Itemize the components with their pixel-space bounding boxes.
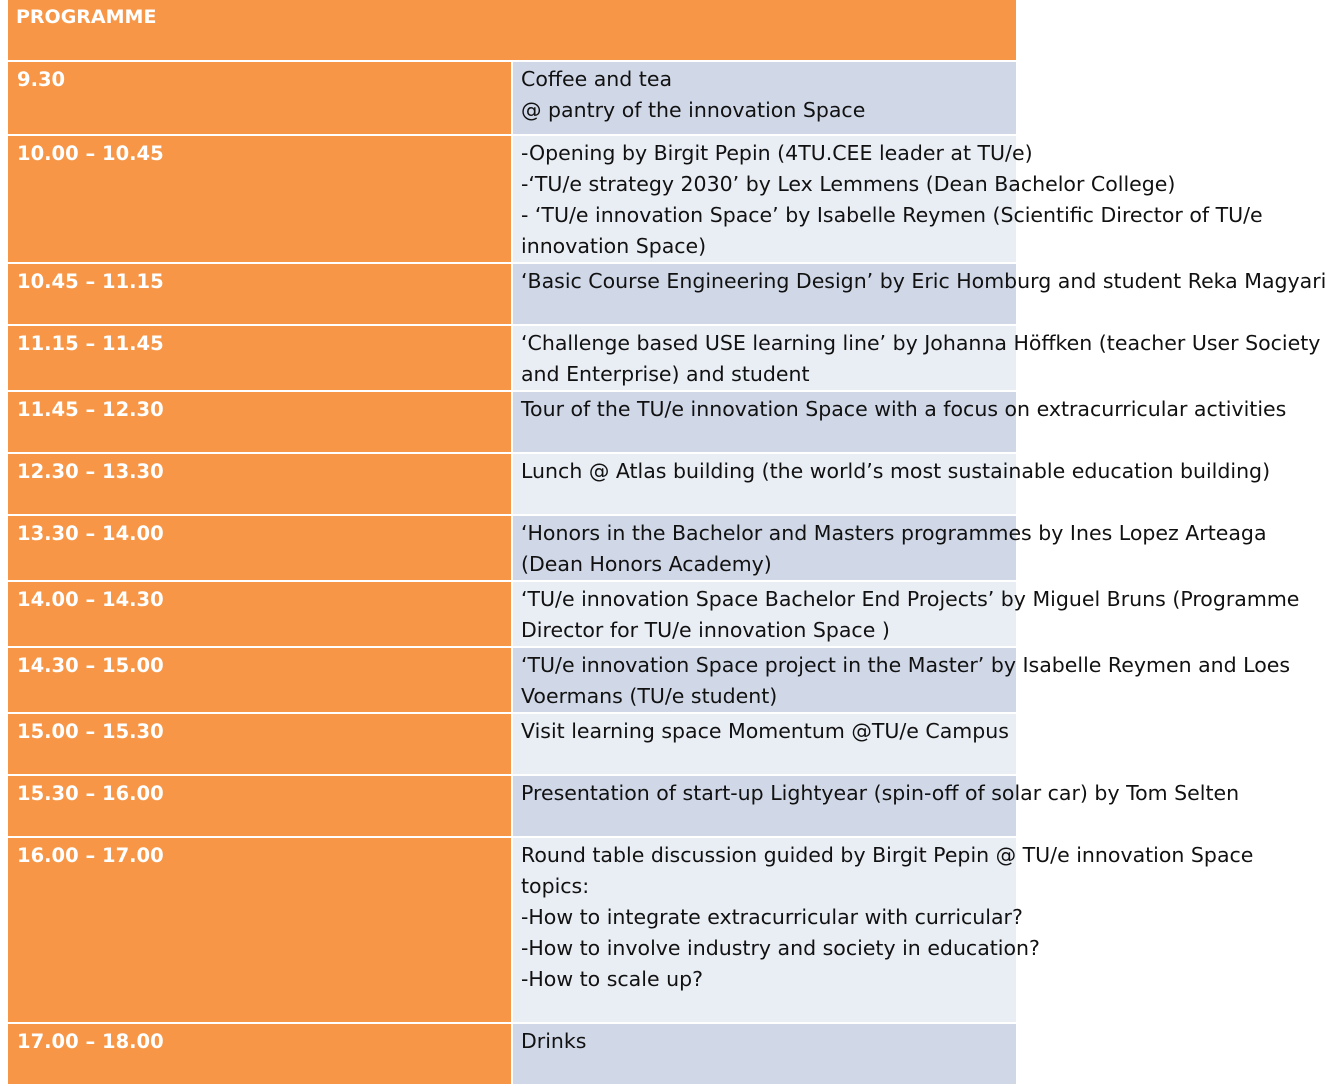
session-description (512, 391, 1287, 453)
schedule-row (8, 135, 1016, 263)
description-line: Voermans (TU/e student) (521, 684, 778, 708)
description-line: Lunch @ Atlas building (the world’s most sustainable education building) (521, 459, 1271, 483)
description-line: Coffee and tea (521, 67, 673, 91)
description-line: Tour of the TU/e innovation Space with a focus on extracurricular activities (521, 397, 1287, 421)
session-description (512, 263, 1326, 325)
description-line: - ‘TU/e innovation Space’ by Isabelle Reymen (Scientific Director of TU/e (521, 203, 1263, 227)
session-description (512, 713, 1016, 775)
description-line: and Enterprise) and student (521, 362, 810, 386)
schedule-row (8, 1023, 1016, 1085)
time-slot: 17.00 – 18.00 (8, 1023, 512, 1085)
time-slot: 12.30 – 13.30 (8, 453, 512, 515)
description-line: -‘TU/e strategy 2030’ by Lex Lemmens (Dean Bachelor College) (521, 172, 1176, 196)
session-description (512, 581, 1300, 647)
schedule-row (8, 647, 1016, 713)
time-slot: 15.30 – 16.00 (8, 775, 512, 837)
time-slot: 11.15 – 11.45 (8, 325, 512, 391)
description-line: -Opening by Birgit Pepin (4TU.CEE leader at TU/e) (521, 141, 1033, 165)
session-description (512, 453, 1271, 515)
time-slot: 10.00 – 10.45 (8, 135, 512, 263)
time-slot: 9.30 (8, 61, 512, 135)
schedule-row (8, 325, 1016, 391)
description-line: ‘Challenge based USE learning line’ by Johanna Höffken (teacher User Society (521, 331, 1321, 355)
schedule-row (8, 837, 1016, 1023)
header-row (8, 0, 1016, 61)
programme-body (8, 0, 1326, 1085)
schedule-row (8, 515, 1016, 581)
time-slot: 15.00 – 15.30 (8, 713, 512, 775)
description-line: -How to scale up? (521, 967, 703, 991)
time-slot: 11.45 – 12.30 (8, 391, 512, 453)
session-description (512, 1023, 1016, 1085)
description-line: Drinks (521, 1029, 587, 1053)
session-description (512, 135, 1263, 263)
description-line: -How to involve industry and society in education? (521, 936, 1040, 960)
session-description (512, 325, 1321, 391)
schedule-row (8, 581, 1016, 647)
schedule-row (8, 453, 1016, 515)
description-line: -How to integrate extracurricular with curricular? (521, 905, 1023, 929)
schedule-row (8, 61, 1016, 135)
time-slot: 14.30 – 15.00 (8, 647, 512, 713)
description-line: topics: (521, 874, 590, 898)
description-line: Presentation of start-up Lightyear (spin-off of solar car) by Tom Selten (521, 781, 1240, 805)
description-line: Round table discussion guided by Birgit Pepin @ TU/e innovation Space (521, 843, 1254, 867)
description-line: (Dean Honors Academy) (521, 552, 772, 576)
schedule-row (8, 391, 1016, 453)
programme-table (8, 0, 1326, 1086)
schedule-row (8, 775, 1016, 837)
session-description (512, 61, 1016, 135)
description-line: ‘Honors in the Bachelor and Masters programmes by Ines Lopez Arteaga (521, 521, 1267, 545)
time-slot: 13.30 – 14.00 (8, 515, 512, 581)
description-line: Visit learning space Momentum @TU/e Campus (521, 719, 1009, 743)
description-line: @ pantry of the innovation Space (521, 98, 866, 122)
time-slot: 16.00 – 17.00 (8, 837, 512, 1023)
schedule-row (8, 713, 1016, 775)
session-description (512, 837, 1254, 1023)
description-line: Director for TU/e innovation Space ) (521, 618, 890, 642)
time-slot: 14.00 – 14.30 (8, 581, 512, 647)
time-slot: 10.45 – 11.15 (8, 263, 512, 325)
description-line: ‘TU/e innovation Space project in the Master’ by Isabelle Reymen and Loes (521, 653, 1291, 677)
description-line: ‘Basic Course Engineering Design’ by Eric Homburg and student Reka Magyari (521, 269, 1326, 293)
programme-title: PROGRAMME (8, 0, 1016, 61)
description-line: ‘TU/e innovation Space Bachelor End Projects’ by Miguel Bruns (Programme (521, 587, 1300, 611)
description-line: innovation Space) (521, 234, 707, 258)
session-description (512, 515, 1267, 581)
session-description (512, 647, 1291, 713)
schedule-row (8, 263, 1016, 325)
session-description (512, 775, 1240, 837)
